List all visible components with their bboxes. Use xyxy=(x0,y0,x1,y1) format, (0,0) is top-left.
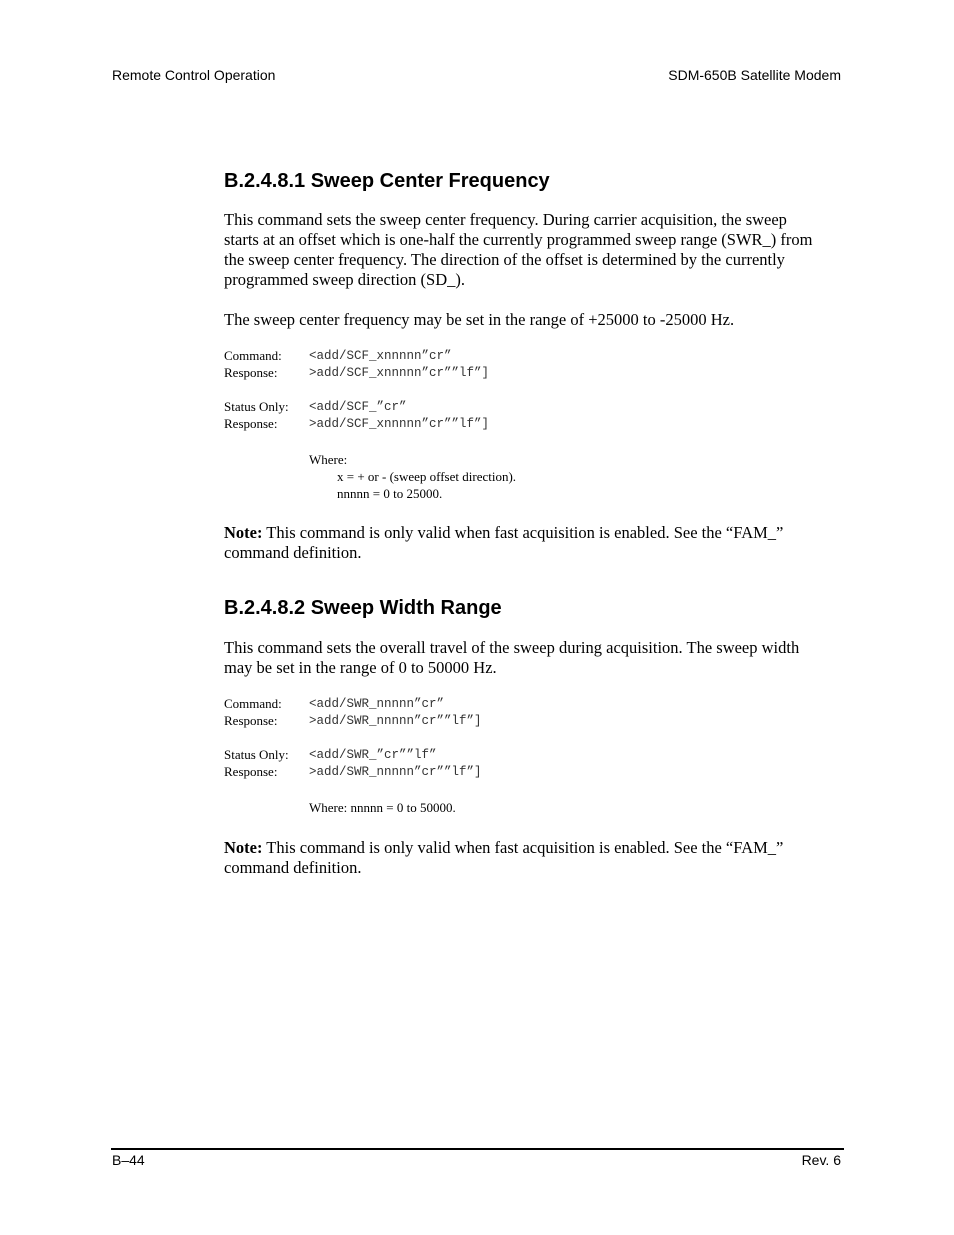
status-response-label: Response: xyxy=(224,416,278,431)
text-line: This command sets the sweep center frequency. During carrier acquisition, the sweep xyxy=(224,210,787,229)
text-line: may be set in the range of 0 to 50000 Hz. xyxy=(224,658,497,677)
note-text-continued: command definition. xyxy=(224,858,362,877)
note-label: Note: xyxy=(224,523,263,542)
section1-range-paragraph: The sweep center frequency may be set in the range of +25000 to -25000 Hz. xyxy=(224,310,735,329)
running-header-right: SDM-650B Satellite Modem xyxy=(668,67,841,83)
note-text-continued: command definition. xyxy=(224,543,362,562)
command-label: Command: xyxy=(224,696,282,711)
note-text: This command is only valid when fast acquisition is enabled. See the “FAM_” xyxy=(262,838,784,857)
response-label: Response: xyxy=(224,365,278,380)
text-line: starts at an offset which is one-half the currently programmed sweep range (SWR_) from xyxy=(224,230,813,249)
page-number: B–44 xyxy=(112,1152,145,1168)
command-syntax: <add/SWR_nnnnn”cr” xyxy=(309,697,445,711)
where-item: nnnnn = 0 to 25000. xyxy=(337,486,443,501)
where-label: Where: xyxy=(309,452,348,467)
note-label: Note: xyxy=(224,838,263,857)
command-syntax: <add/SCF_xnnnnn”cr” xyxy=(309,349,452,363)
status-syntax: <add/SWR_”cr””lf” xyxy=(309,748,437,762)
note-text: This command is only valid when fast acquisition is enabled. See the “FAM_” xyxy=(262,523,784,542)
text-line: programmed sweep direction (SD_). xyxy=(224,270,466,289)
status-response-label: Response: xyxy=(224,764,278,779)
response-syntax: >add/SWR_nnnnn”cr””lf”] xyxy=(309,714,482,728)
status-syntax: <add/SCF_”cr” xyxy=(309,400,407,414)
running-header-left: Remote Control Operation xyxy=(112,67,276,83)
section-heading-sweep-width-range: B.2.4.8.2 Sweep Width Range xyxy=(224,597,502,619)
response-syntax: >add/SCF_xnnnnn”cr””lf”] xyxy=(309,366,490,380)
section2-paragraph xyxy=(224,638,844,678)
where-item: x = + or - (sweep offset direction). xyxy=(337,469,517,484)
section1-note xyxy=(224,523,844,563)
status-response-syntax: >add/SWR_nnnnn”cr””lf”] xyxy=(309,765,482,779)
response-label: Response: xyxy=(224,713,278,728)
status-label: Status Only: xyxy=(224,399,289,414)
footer-rule xyxy=(111,1148,844,1150)
status-label: Status Only: xyxy=(224,747,289,762)
text-line: This command sets the overall travel of the sweep during acquisition. The sweep width xyxy=(224,638,800,657)
revision-label: Rev. 6 xyxy=(801,1152,841,1168)
text-line: the sweep center frequency. The direction of the offset is determined by the currently xyxy=(224,250,785,269)
where-text: Where: nnnnn = 0 to 50000. xyxy=(309,800,456,815)
section1-paragraph xyxy=(224,210,844,290)
status-response-syntax: >add/SCF_xnnnnn”cr””lf”] xyxy=(309,417,490,431)
section2-note xyxy=(224,838,844,878)
section-heading-sweep-center-frequency: B.2.4.8.1 Sweep Center Frequency xyxy=(224,170,550,192)
command-label: Command: xyxy=(224,348,282,363)
